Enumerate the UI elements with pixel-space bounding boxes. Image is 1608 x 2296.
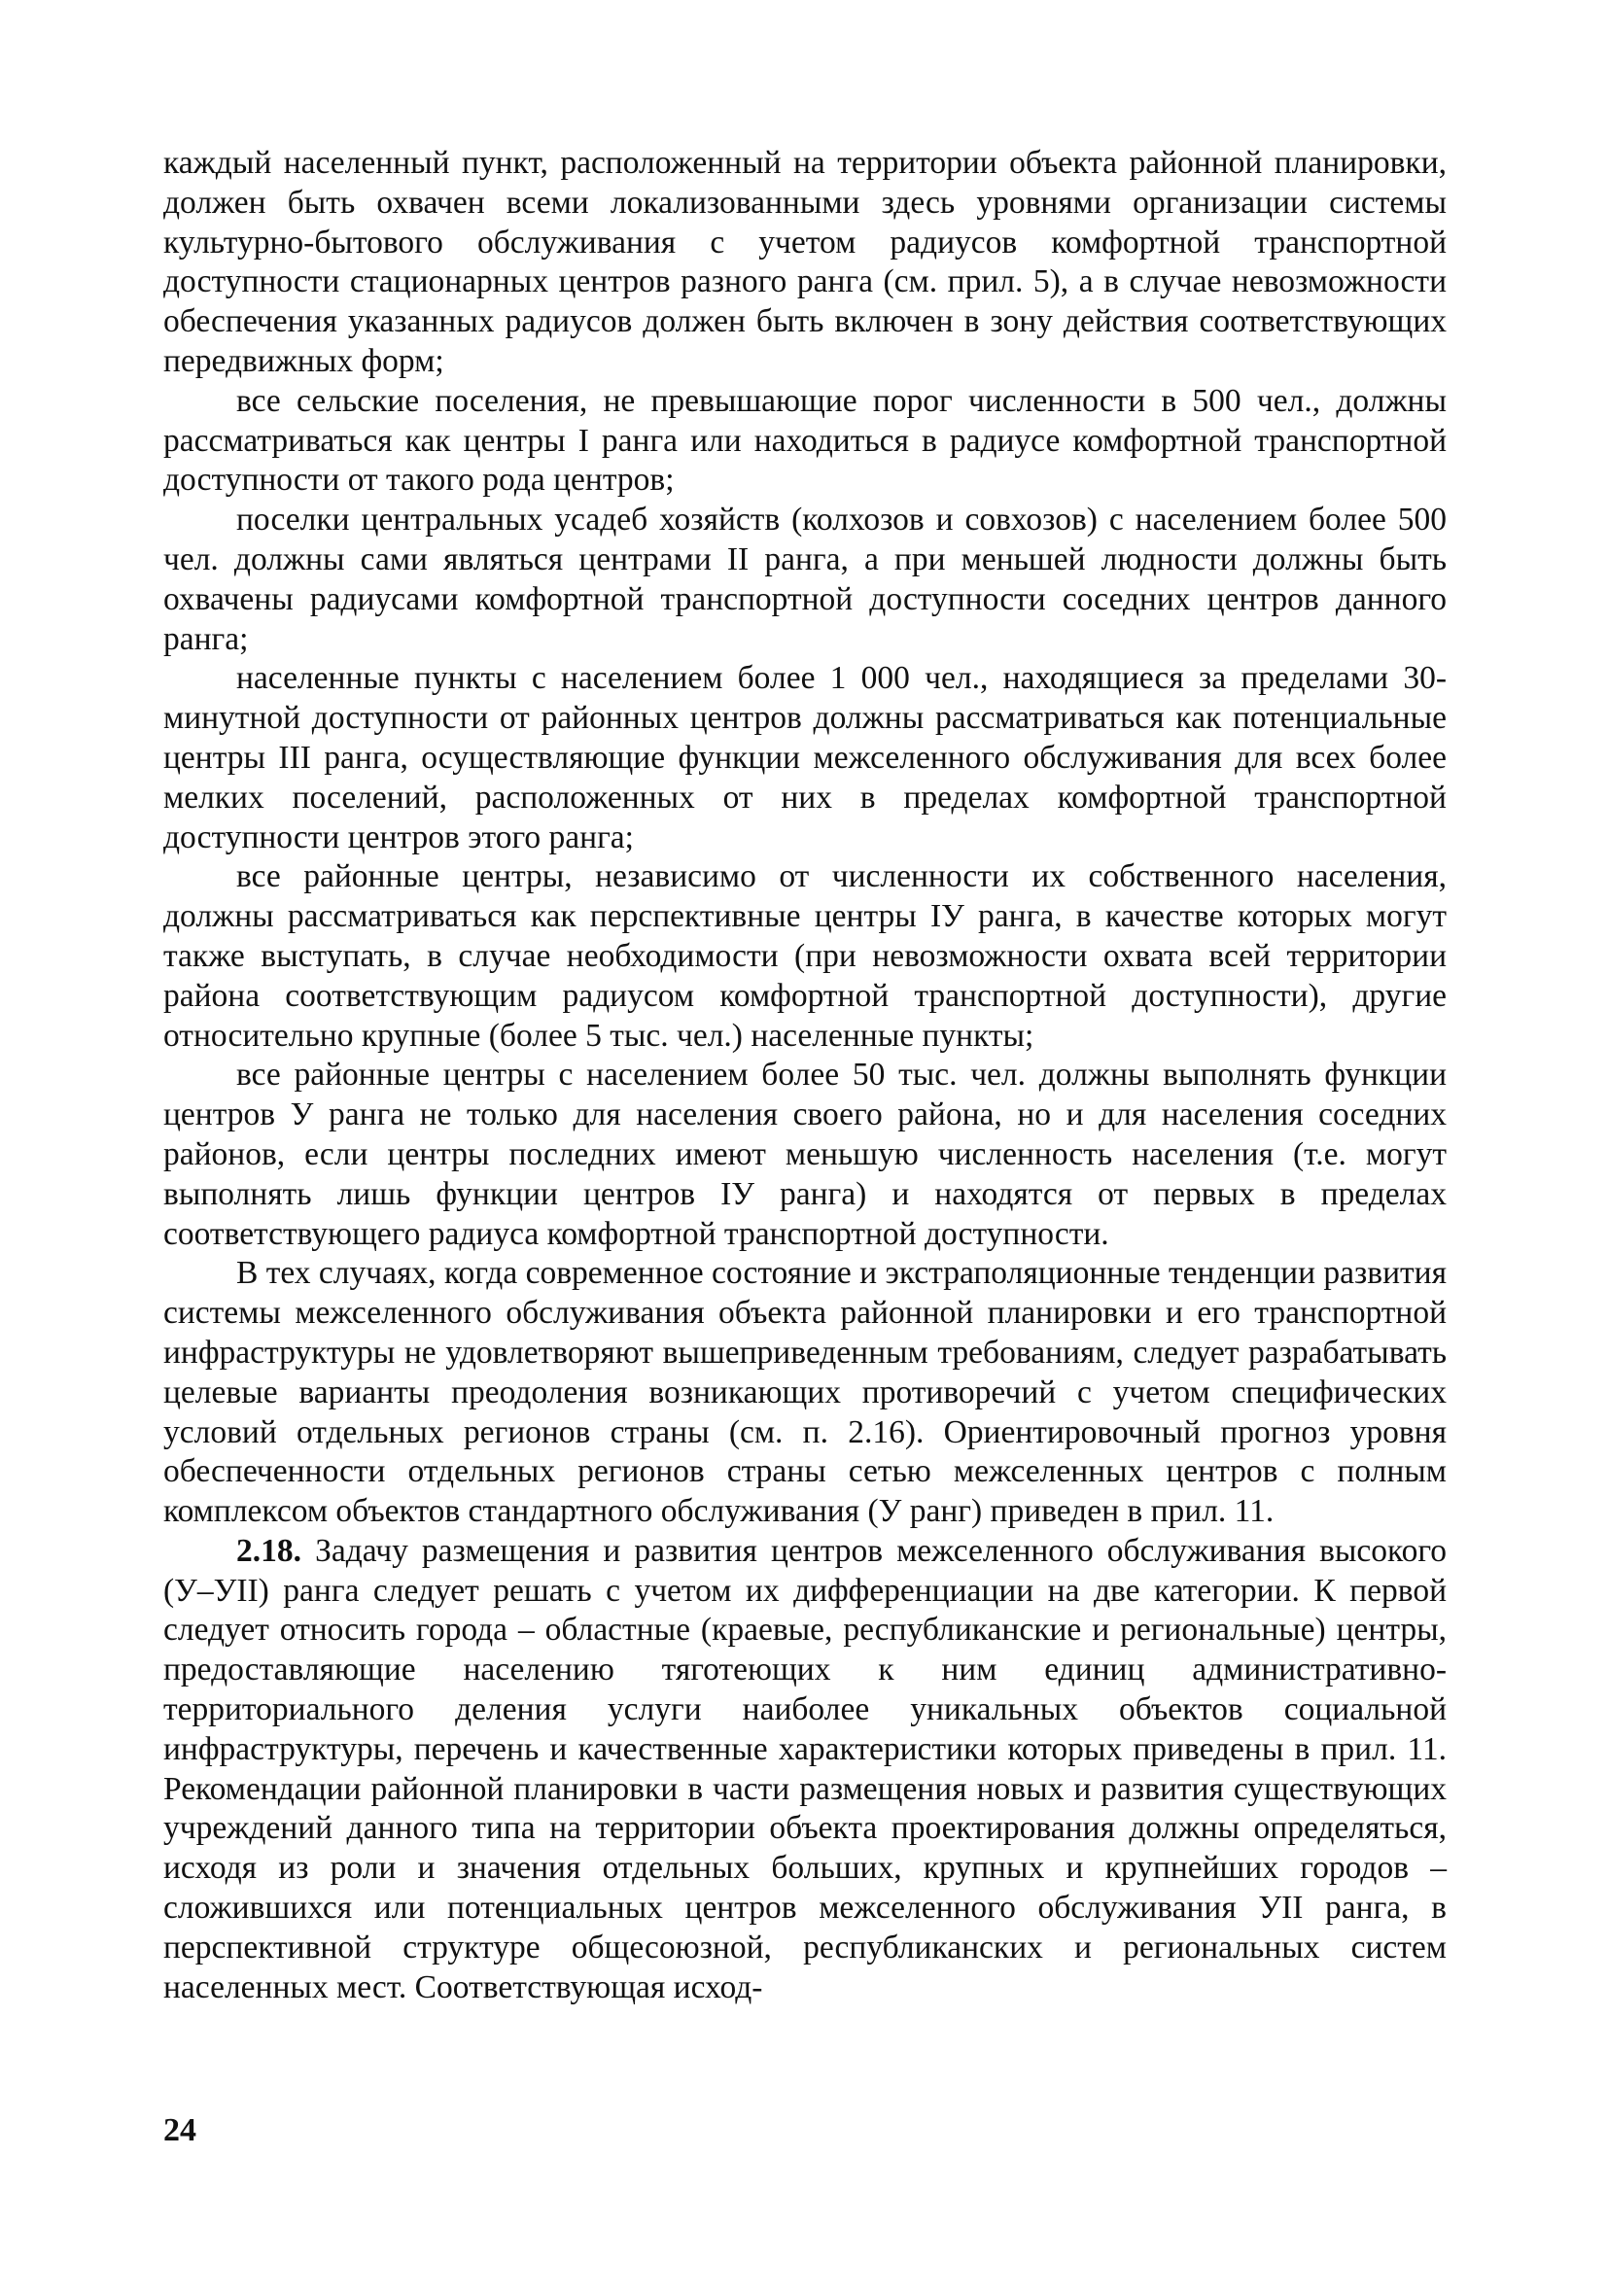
paragraph-8-text: Задачу размещения и развития центров межселенного обслуживания высокого (У–УII) ранга следует решать с учетом их дифференциации на две категории. К первой следует относить города – областные (краевые, республиканские и региональные) центры, предоставляющие населению тяготеющих к ним единиц административно-территориального деления услуги наиболее уникальных объектов социальной инфраструктуры, перечень и качественные характеристики которых приведены в прил. 11. Рекомендации районной планировки в части размещения новых и развития существующих учреждений данного типа на территории объекта проектирования должны определяться, исходя из роли и значения отдельных больших, крупных и крупнейших городов – сложившихся или потенциальных центров межселенного обслуживания УII ранга, в перспективной структуре общесоюзной, республиканских и региональных систем населенных мест. Соответствующая исход- (163, 1532, 1448, 2005)
body-text (163, 144, 1447, 2007)
page-number: 24 (163, 2112, 196, 2148)
paragraph-3: поселки центральных усадеб хозяйств (колхозов и совхозов) с населением более 500 чел. должны сами являться центрами II ранга, а при меньшей людности должны быть охвачены радиусами комфортной транспортной доступности соседних центров данного ранга; (163, 502, 1447, 657)
paragraph-4: населенные пункты с населением более 1 000 чел., находящиеся за пределами 30-минутной доступности от районных центров должны рассматриваться как потенциальные центры III ранга, осуществляющие функции межселенного обслуживания для всех более мелких поселений, расположенных от них в пределах комфортной транспортной доступности центров этого ранга; (163, 660, 1447, 855)
paragraph-5: все районные центры, независимо от численности их собственного населения, должны рассматриваться как перспективные центры IУ ранга, в качестве которых могут также выступать, в случае необходимости (при невозможности охвата всей территории района соответствующим радиусом комфортной транспортной доступности), другие относительно крупные (более 5 тыс. чел.) населенные пункты; (163, 858, 1447, 1054)
paragraph-8 (163, 1532, 1447, 2008)
paragraph-6: все районные центры с населением более 50 тыс. чел. должны выполнять функции центров У ранга не только для населения своего района, но и для населения соседних районов, если центры последних имеют меньшую численность населения (т.е. могут выполнять лишь функции центров IУ ранга) и находятся от первых в пределах соответствующего радиуса комфортной транспортной доступности. (163, 1057, 1447, 1252)
section-number: 2.18. (236, 1532, 301, 1569)
paragraph-2: все сельские поселения, не превышающие порог численности в 500 чел., должны рассматриваться как центры I ранга или находиться в радиусе комфортной транспортной доступности от такого рода центров; (163, 382, 1447, 499)
paragraph-1: каждый населенный пункт, расположенный на территории объекта районной планировки, должен быть охвачен всеми локализованными здесь уровнями организации системы культурно-бытового обслуживания с учетом радиусов комфортной транспортной доступности стационарных центров разного ранга (см. прил. 5), а в случае невозможности обеспечения указанных радиусов должен быть включен в зону действия соответствующих передвижных форм; (163, 145, 1447, 379)
paragraph-7: В тех случаях, когда современное состояние и экстраполяционные тенденции развития системы межселенного обслуживания объекта районной планировки и его транспортной инфраструктуры не удовлетворяют вышеприведенным требованиям, следует разрабатывать целевые варианты преодоления возникающих противоречий с учетом специфических условий отдельных регионов страны (см. п. 2.16). Ориентировочный прогноз уровня обеспеченности отдельных регионов страны сетью межселенных центров с полным комплексом объектов стандартного обслуживания (У ранг) приведен в прил. 11. (163, 1255, 1447, 1530)
